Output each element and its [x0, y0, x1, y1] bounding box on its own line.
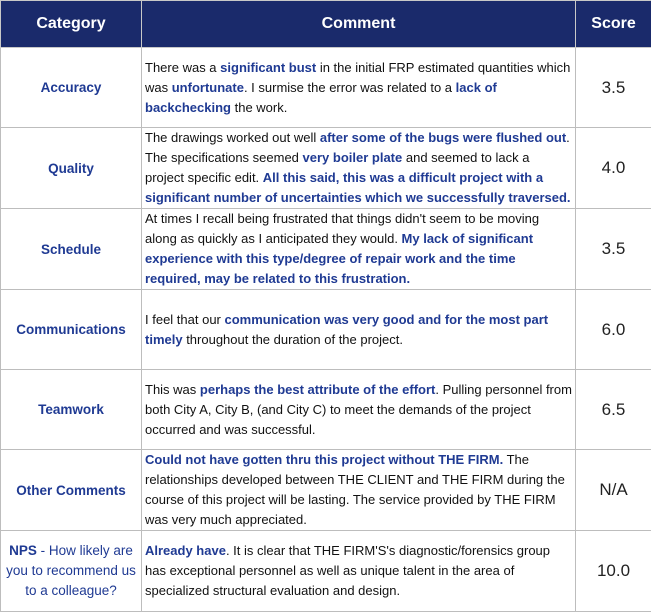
highlight-text: communication was very good and for the most part timely [145, 312, 548, 347]
comment-text: The relationships developed between THE CLIENT and THE FIRM during the course of this project will be lasting. The service provided by THE FIRM was very much appreciated. [145, 452, 565, 527]
nps-score-cell: 10.0 [576, 531, 651, 612]
table-row [1, 209, 651, 290]
highlight-text: My lack of significant experience with this type/degree of repair work and the time required, may be related to this frustration. [145, 231, 533, 286]
header-score: Score [576, 1, 651, 48]
comment-text: throughout the duration of the project. [183, 332, 403, 347]
score-cell: 4.0 [576, 128, 651, 209]
highlight-text: All this said, this was a difficult project with a significant number of uncertainties which we successfully traversed. [145, 170, 571, 205]
comment-text: I feel that our [145, 312, 225, 327]
score-cell: 6.5 [576, 370, 651, 450]
highlight-text: after some of the bugs were flushed out [320, 130, 566, 145]
comment-cell [142, 450, 576, 531]
table-row [1, 128, 651, 209]
category-cell: Other Comments [1, 450, 142, 531]
highlight-text: very boiler plate [303, 150, 403, 165]
highlight-text: Could not have gotten thru this project without THE FIRM. [145, 452, 503, 467]
category-cell: Accuracy [1, 48, 142, 128]
highlight-text: Already have [145, 543, 226, 558]
comment-cell [142, 290, 576, 370]
nps-category-cell [1, 531, 142, 612]
comment-text: in the initial FRP estimated quantities which was [145, 60, 570, 95]
table-row [1, 450, 651, 531]
highlight-text: perhaps the best attribute of the effort [200, 382, 435, 397]
nps-comment-cell [142, 531, 576, 612]
comment-text: and seemed to lack a project specific edit. [145, 150, 529, 185]
score-cell: 3.5 [576, 48, 651, 128]
header-category: Category [1, 1, 142, 48]
table-row [1, 290, 651, 370]
comment-cell [142, 370, 576, 450]
highlight-text: lack of backchecking [145, 80, 497, 115]
comment-cell [142, 128, 576, 209]
comment-text: . Pulling personnel from both City A, City B, (and City C) to meet the demands of the project occurred and was successful. [145, 382, 572, 437]
category-cell: Quality [1, 128, 142, 209]
score-cell: 6.0 [576, 290, 651, 370]
table-row [1, 48, 651, 128]
comment-text: The drawings worked out well [145, 130, 320, 145]
category-cell: Schedule [1, 209, 142, 290]
header-comment: Comment [142, 1, 576, 48]
table-row [1, 370, 651, 450]
category-cell: Teamwork [1, 370, 142, 450]
comment-text: This was [145, 382, 200, 397]
nps-label: NPS [9, 543, 37, 558]
category-cell: Communications [1, 290, 142, 370]
comment-text: . It is clear that THE FIRM'S's diagnostic/forensics group has exceptional personnel as well as unique talent in the area of specialized structural evaluation and design. [145, 543, 550, 598]
nps-question: - How likely are you to recommend us to a colleague? [6, 543, 136, 598]
comment-text: At times I recall being frustrated that things didn't seem to be moving along as quickly as I anticipated they would. [145, 211, 539, 246]
comment-text: . I surmise the error was related to a [244, 80, 456, 95]
score-cell: 3.5 [576, 209, 651, 290]
comment-text: There was a [145, 60, 220, 75]
comment-cell [142, 48, 576, 128]
comment-text: . The specifications seemed [145, 130, 570, 165]
highlight-text: unfortunate [172, 80, 244, 95]
score-cell: N/A [576, 450, 651, 531]
comment-cell [142, 209, 576, 290]
header-row [1, 1, 651, 48]
comment-text: the work. [231, 100, 287, 115]
highlight-text: significant bust [220, 60, 316, 75]
nps-row [1, 531, 651, 612]
